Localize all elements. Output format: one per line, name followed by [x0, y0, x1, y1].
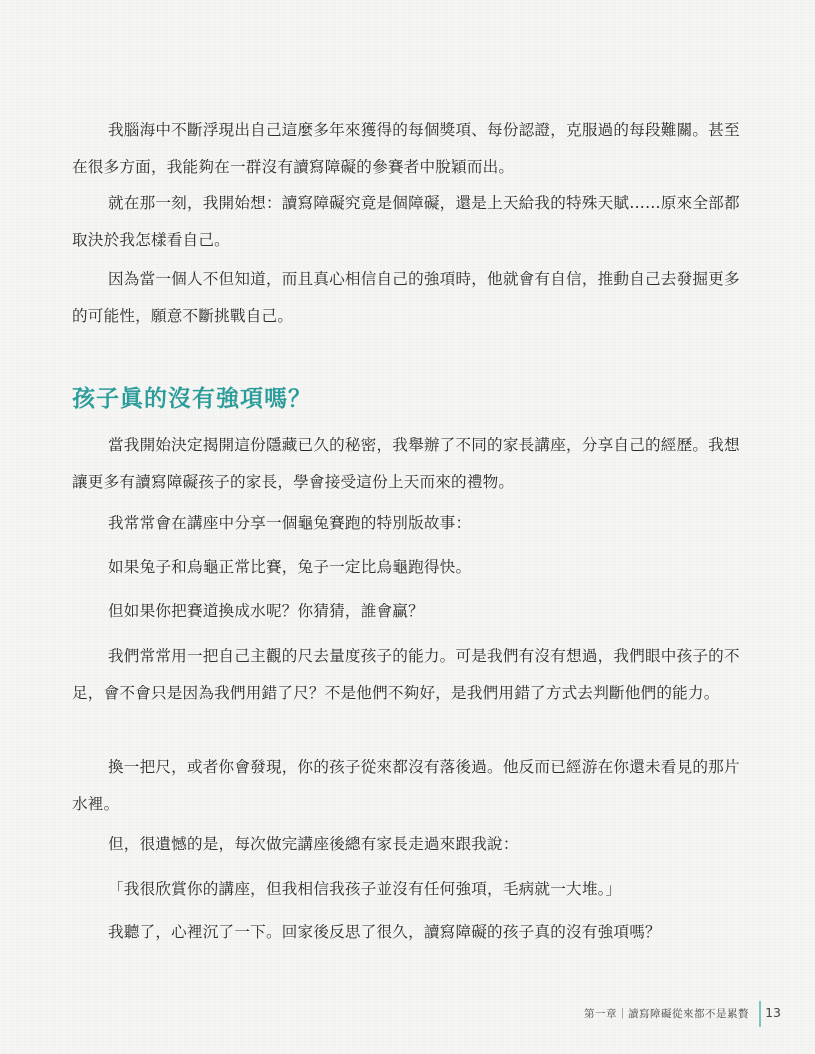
paragraph-new-ruler: 換一把尺，或者你會發現，你的孩子從來都沒有落後過。他反而已經游在你還未看見的那片水裡。	[72, 758, 740, 813]
page-number: 13	[765, 1005, 781, 1020]
paragraph-awards: 我腦海中不斷浮現出自己這麼多年來獲得的每個獎項、每份認證，克服過的每段難關。甚至在很多方面，我能夠在一群沒有讀寫障礙的參賽者中脫穎而出。	[72, 121, 740, 176]
paragraph-ruler: 我們常常用一把自己主觀的尺去量度孩子的能力。可是我們有沒有想過，我們眼中孩子的不足，會不會只是因為我們用錯了尺？不是他們不夠好，是我們用錯了方式去判斷他們的能力。	[72, 647, 740, 702]
paragraph-regret: 但，很遺憾的是，每次做完講座後總有家長走過來跟我說：	[108, 835, 519, 853]
paragraph-story-intro: 我常常會在講座中分享一個龜兔賽跑的特別版故事：	[108, 514, 472, 532]
chapter-title: 第一章｜讀寫障礙從來都不是累贅	[584, 1008, 749, 1020]
section-heading: 孩子眞的沒有強項嗎？	[72, 386, 312, 412]
paragraph-water-race: 但如果你把賽道換成水呢？你猜猜，誰會贏？	[108, 602, 424, 620]
paragraph-normal-race: 如果兔子和烏龜正常比賽，兔子一定比烏龜跑得快。	[108, 558, 472, 576]
paragraph-confidence: 因為當一個人不但知道，而且真心相信自己的強項時，他就會有自信，推動自己去發掘更多的可能性，願意不斷挑戰自己。	[72, 270, 740, 325]
footer-divider	[759, 1001, 761, 1027]
paragraph-seminar: 當我開始決定揭開這份隱藏已久的秘密，我舉辦了不同的家長講座，分享自己的經歷。我想讓更多有讀寫障礙孩子的家長，學會接受這份上天而來的禮物。	[72, 436, 740, 491]
paragraph-realization: 就在那一刻，我開始想：讀寫障礙究竟是個障礙，還是上天給我的特殊天賦……原來全部都取決於我怎樣看自己。	[72, 194, 740, 249]
paragraph-reflection: 我聽了，心裡沉了一下。回家後反思了很久，讀寫障礙的孩子真的沒有強項嗎？	[108, 923, 661, 941]
page-footer	[0, 1001, 815, 1027]
paragraph-parent-quote: 「我很欣賞你的講座，但我相信我孩子並沒有任何強項，毛病就一大堆。」	[108, 880, 622, 898]
